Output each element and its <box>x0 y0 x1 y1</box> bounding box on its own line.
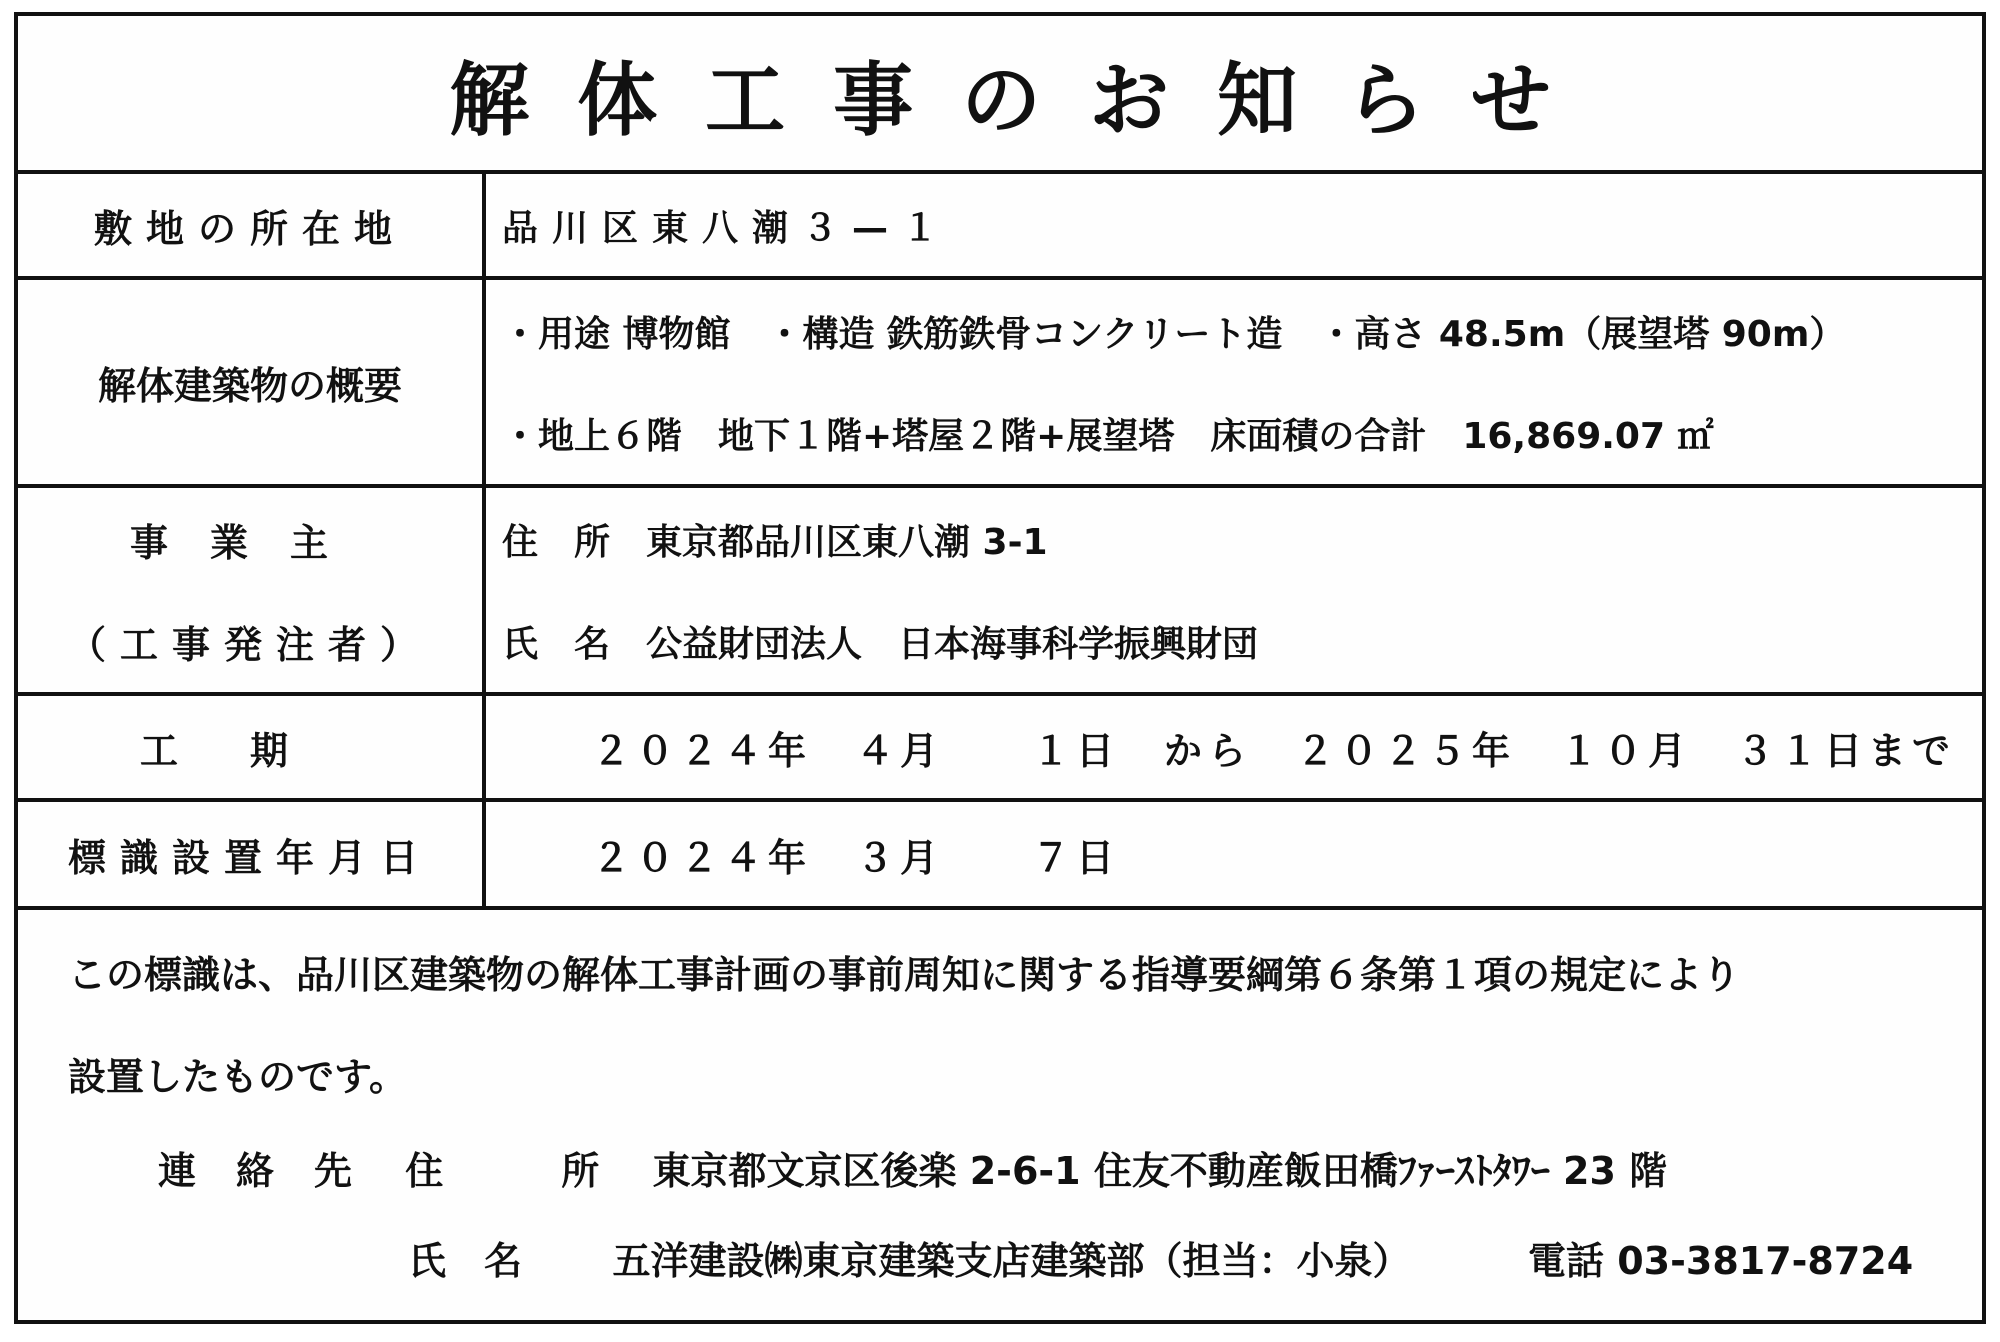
label-period: 工期 <box>18 696 486 798</box>
posted-date: ２０２４年 ３月 ７日 <box>592 835 1121 880</box>
contact-name-label: 氏 名 <box>408 1239 523 1283</box>
owner-label: 事業主 <box>129 520 370 565</box>
value-outline <box>486 280 1982 484</box>
value-site <box>486 174 1982 276</box>
label-posted: 標識設置年月日 <box>18 802 486 906</box>
row-site <box>18 174 1982 280</box>
row-posted <box>18 802 1982 910</box>
contact-name-line <box>408 1230 1411 1285</box>
value-period <box>486 696 1982 798</box>
label-owner <box>18 488 486 692</box>
row-period <box>18 696 1982 802</box>
contact-address-line <box>158 1140 1667 1195</box>
value-posted <box>486 802 1982 906</box>
notice-board <box>14 12 1986 1324</box>
outline-line1: ・用途 博物館 ・構造 鉄筋鉄骨コンクリート造 ・高さ 48.5m（展望塔 90m） <box>502 313 1846 355</box>
title-row <box>18 16 1982 174</box>
row-owner <box>18 488 1982 696</box>
label-outline: 解体建築物の概要 <box>18 280 486 484</box>
row-outline <box>18 280 1982 488</box>
label-site: 敷地の所在地 <box>18 174 486 276</box>
notice-line1: この標識は、品川区建築物の解体工事計画の事前周知に関する指導要綱第６条第１項の規定により <box>68 953 1741 997</box>
outline-line2: ・地上６階 地下１階+塔屋２階+展望塔 床面積の合計 16,869.07 ㎡ <box>502 415 1714 457</box>
period-dates: ２０２４年 ４月 １日 から ２０２５年 １０月 ３１日まで <box>592 728 1957 773</box>
contact-name: 五洋建設㈱東京建築支店建築部（担当：小泉） <box>612 1239 1411 1283</box>
owner-sublabel: （工事発注者） <box>67 622 432 667</box>
value-owner <box>486 488 1982 692</box>
notice-line2: 設置したものです。 <box>68 1055 407 1099</box>
owner-address: 住 所 東京都品川区東八潮 3-1 <box>502 521 1048 563</box>
site-address: 品川区東八潮３—１ <box>502 207 953 249</box>
notice-section <box>18 910 1982 1324</box>
contact-phone: 電話 03-3817-8724 <box>1528 1239 1914 1283</box>
owner-name: 氏 名 公益財団法人 日本海事科学振興財団 <box>502 623 1259 665</box>
page-title: 解体工事のお知らせ <box>449 53 1599 147</box>
info-table <box>18 174 1982 910</box>
notice-text <box>68 924 1948 1128</box>
contact-label: 連絡先 <box>158 1149 393 1193</box>
contact-address-label: 住 所 <box>405 1149 640 1193</box>
contact-address: 東京都文京区後楽 2-6-1 住友不動産飯田橋ﾌｧｰｽﾄﾀﾜｰ 23 階 <box>652 1149 1668 1193</box>
